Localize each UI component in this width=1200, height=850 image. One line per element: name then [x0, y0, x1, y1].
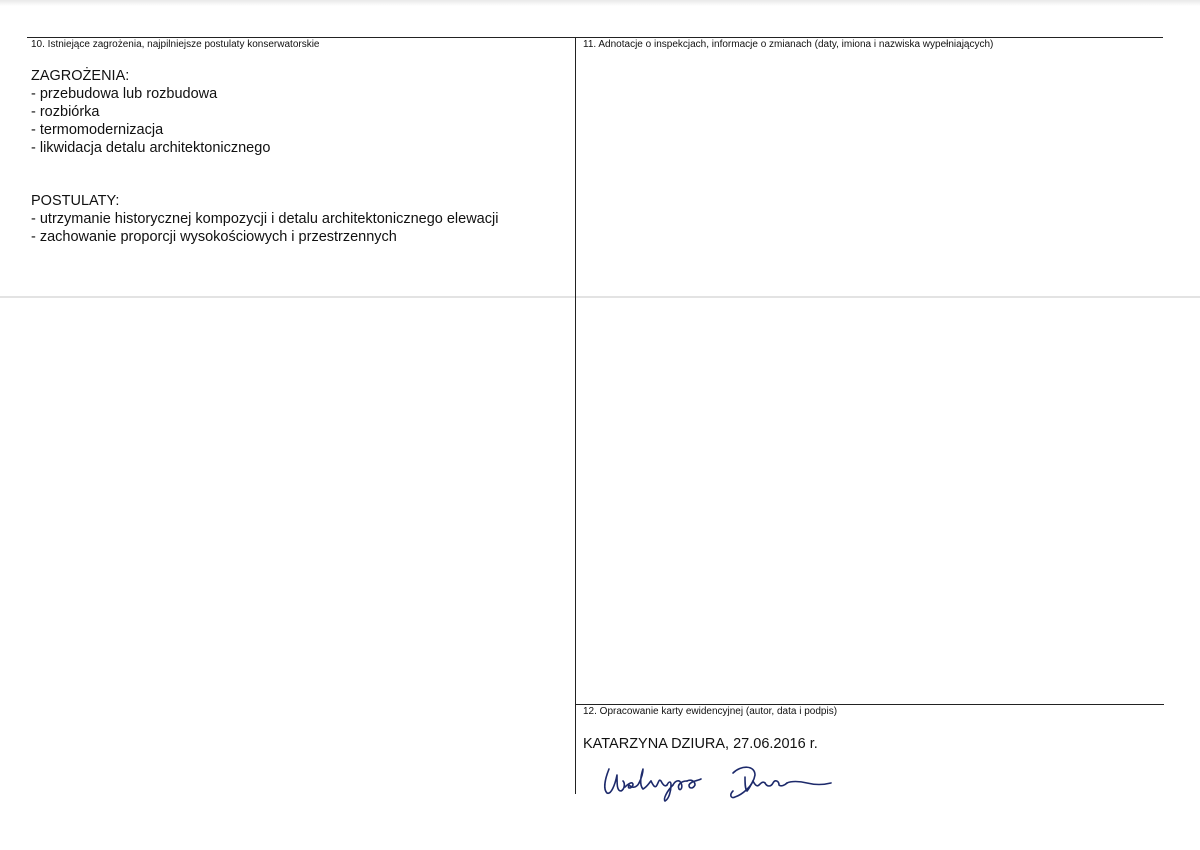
section-12-label: 12. Opracowanie karty ewidencyjnej (autor, data i podpis): [583, 706, 838, 717]
section-12-rule: [575, 704, 1164, 705]
list-item: - termomodernizacja: [31, 122, 164, 138]
author-date-line: KATARZYNA DZIURA, 27.06.2016 r.: [583, 736, 818, 752]
form-top-rule: [27, 37, 1163, 38]
postulates-list: [31, 210, 498, 246]
threats-block: [31, 67, 270, 157]
threats-list: [31, 85, 270, 157]
section-10-label: 10. Istniejące zagrożenia, najpilniejsze postulaty konserwatorskie: [31, 39, 320, 50]
list-item: - utrzymanie historycznej kompozycji i detalu architektonicznego elewacji: [31, 211, 499, 227]
section-11-label: 11. Adnotacje o inspekcjach, informacje o zmianach (daty, imiona i nazwiska wypełniających): [583, 39, 994, 50]
postulates-block: [31, 192, 498, 246]
scan-edge: [0, 0, 1200, 6]
postulates-heading: POSTULATY:: [31, 193, 120, 209]
handwritten-signature: [595, 755, 845, 805]
form-column-divider: [575, 37, 576, 794]
list-item: - rozbiórka: [31, 104, 100, 120]
list-item: - zachowanie proporcji wysokościowych i przestrzennych: [31, 229, 397, 245]
list-item: - likwidacja detalu architektonicznego: [31, 140, 271, 156]
fold-crease: [0, 296, 1200, 298]
list-item: - przebudowa lub rozbudowa: [31, 86, 218, 102]
threats-heading: ZAGROŻENIA:: [31, 68, 130, 84]
